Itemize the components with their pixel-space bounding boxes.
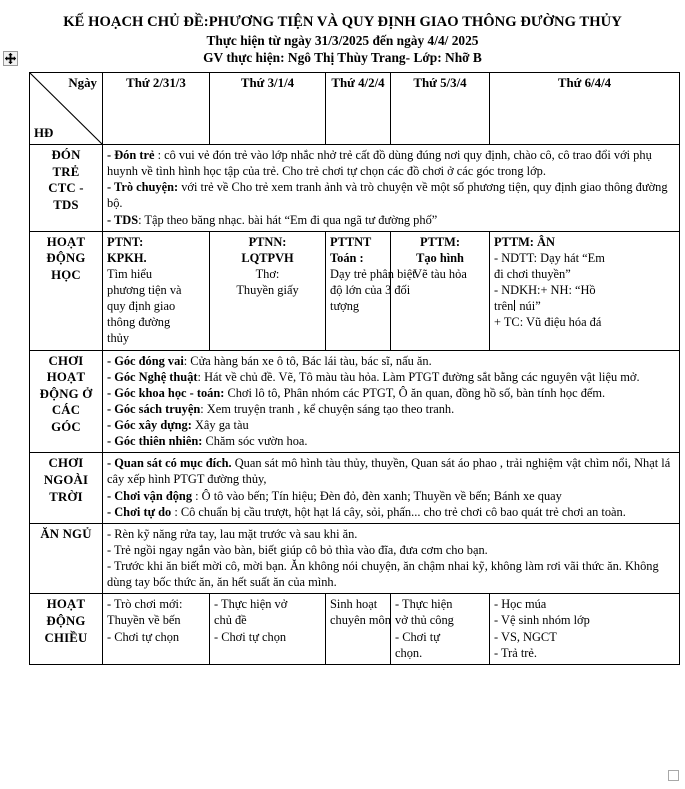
content-paragraph: - Trẻ ngồi ngay ngắn vào bàn, biết giúp cô bỏ thìa vào đĩa, đưa cơm cho bạn. xyxy=(107,542,488,557)
content-paragraph xyxy=(107,433,675,449)
table-row-choi-goc xyxy=(30,350,680,453)
paragraph-text: : Ô tô vào bến; Tín hiệu; Đèn đỏ, đèn xanh; Thuyền về bến; Bánh xe quay xyxy=(192,488,562,503)
paragraph-lead: - TDS xyxy=(107,212,139,227)
content-paragraph xyxy=(107,179,675,211)
subject-body-line: quy định giao xyxy=(107,299,176,314)
paragraph-lead: - Đón trẻ xyxy=(107,148,155,162)
teacher-class-line: GV thực hiện: Ngô Thị Thùy Trang- Lớp: Nhỡ B xyxy=(203,49,482,65)
content-paragraph: - Trước khi ăn biết mời cô, mời bạn. Ăn không nói chuyện, ăn chậm nhai kỹ, không làm rơi vãi thức ăn. Không dùng tay bốc thức ăn, ăn hết suất ăn của mình. xyxy=(107,559,659,590)
subject-body-line: - Trò chơi mới: xyxy=(107,597,183,612)
table-row-an-ngu xyxy=(30,523,680,594)
row-label-hoat-dong-hoc xyxy=(30,231,103,350)
row-label-line: CHƠI xyxy=(48,456,84,471)
table-row-don-tre xyxy=(30,145,680,232)
day-column-header-1: Thứ 2/31/3 xyxy=(103,73,210,145)
corner-label-ngay: Ngày xyxy=(68,76,97,90)
subject-body-line: - Vệ sinh nhóm lớp xyxy=(494,613,590,628)
subject-heading-line: PTTNT xyxy=(330,234,372,249)
subject-body-line: chủ đề xyxy=(214,613,247,628)
subject-body-line: - Trả trẻ. xyxy=(494,645,538,660)
afternoon-cell-wednesday[interactable] xyxy=(326,594,391,665)
content-paragraph xyxy=(107,401,675,417)
row-label-line: CHIỀU xyxy=(44,630,88,645)
paragraph-lead: - Góc thiên nhiên: xyxy=(107,434,203,449)
row-label-line: TRỜI xyxy=(49,489,83,504)
content-paragraph xyxy=(107,455,675,487)
subject-heading-line: KPKH. xyxy=(107,250,147,265)
paragraph-text: Xây ga tàu xyxy=(191,418,249,432)
row-label-line: ĂN NGỦ xyxy=(40,526,92,541)
paragraph-lead: - Góc xây dựng: xyxy=(107,418,192,432)
content-paragraph xyxy=(107,212,675,228)
table-resize-handle[interactable] xyxy=(668,770,679,781)
lesson-plan-table[interactable] xyxy=(29,72,680,665)
row-label-line: HOẠT xyxy=(46,234,86,249)
subject-heading-line: LQTPVH xyxy=(241,250,294,265)
paragraph-text: : Cửa hàng bán xe ô tô, Bác lái tàu, bác sĩ, nấu ăn. xyxy=(183,353,432,368)
subject-body-line: - Chơi tự chọn xyxy=(107,629,180,644)
subject-body-line: Tìm hiểu xyxy=(107,266,153,281)
paragraph-text: : Tập theo băng nhạc. bài hát “Em đi qua ngã tư đường phố” xyxy=(138,212,438,227)
content-paragraph: - Rèn kỹ năng rửa tay, lau mặt trước và sau khi ăn. xyxy=(107,526,358,541)
text-cursor xyxy=(514,300,515,311)
row-content-don-tre[interactable] xyxy=(103,145,680,232)
subject-body-line: đi chơi thuyền” xyxy=(494,266,571,281)
paragraph-lead: - Góc Nghệ thuật xyxy=(107,369,198,384)
subject-body-line: Thuyền giấy xyxy=(236,283,299,297)
paragraph-text: : cô vui vẻ đón trẻ vào lớp nhắc nhở trẻ cất đồ dùng đúng nơi quy định, chào cô, cô trao đổi với phụ huynh về tình hình học tập của trẻ. Cho trẻ chơi tự chọn các đồ chơi ở các góc trong lớp. xyxy=(107,148,652,179)
row-label-line: TRẺ xyxy=(52,164,80,179)
subject-cell-ptnt[interactable] xyxy=(103,231,210,350)
row-label-line: HOẠT xyxy=(46,370,86,385)
subject-body-line: thủy xyxy=(107,331,130,346)
content-paragraph xyxy=(107,417,675,433)
row-label-an-ngu xyxy=(30,523,103,594)
row-content-choi-goc[interactable] xyxy=(103,350,680,453)
paragraph-lead: - Góc sách truyện xyxy=(107,401,201,416)
subject-body-line: vở thủ công xyxy=(395,613,454,628)
subject-heading-line: PTTM: xyxy=(420,234,460,249)
table-move-handle[interactable] xyxy=(3,51,18,66)
row-label-hoat-dong-chieu xyxy=(30,594,103,665)
subject-cell-ptnn[interactable] xyxy=(210,231,326,350)
content-paragraph xyxy=(107,385,675,401)
row-label-line: ĐÓN xyxy=(51,148,81,162)
subject-body-line: - Học múa xyxy=(494,597,547,612)
subject-body-line: chuyên môn xyxy=(330,613,391,628)
day-column-header-4: Thứ 5/3/4 xyxy=(391,73,490,145)
row-label-line: ĐỘNG Ở xyxy=(39,386,93,401)
row-label-line: ĐỘNG xyxy=(46,251,86,266)
row-label-line: CÁC xyxy=(51,403,81,418)
afternoon-cell-tuesday[interactable] xyxy=(210,594,326,665)
day-column-header-5: Thứ 6/4/4 xyxy=(490,73,680,145)
subject-body-line: tượng xyxy=(330,299,360,314)
paragraph-text: Chơi lô tô, Phân nhóm các PTGT, Ô ăn quan, đồng hồ số, bàn tính học đếm. xyxy=(224,385,606,400)
subject-body-line: + TC: Vũ điệu hóa đá xyxy=(494,315,602,330)
subject-cell-am-nhac[interactable] xyxy=(490,231,680,350)
subject-body-line: - Thực hiện vở xyxy=(214,597,288,612)
subject-body-line: Thơ: xyxy=(255,266,280,281)
paragraph-text: Quan sát mô hình tàu thủy, thuyền, Quan sát áo phao , trải nghiệm vật chìm nổi, Nhạt lá cây xếp hình PTGT đường thủy, xyxy=(107,456,671,487)
afternoon-cell-thursday[interactable] xyxy=(391,594,490,665)
subject-body-line: chọn. xyxy=(395,645,423,660)
subject-body-line: phương tiện và xyxy=(107,283,182,297)
row-label-line: NGOÀI xyxy=(43,472,89,487)
table-row-hoat-dong-hoc xyxy=(30,231,680,350)
content-paragraph xyxy=(107,488,675,504)
table-row-hoat-dong-chieu xyxy=(30,594,680,665)
subject-body-line: - VS, NGCT xyxy=(494,629,557,644)
subject-body-line: - Thực hiện xyxy=(395,597,453,612)
row-label-line: HỌC xyxy=(51,267,81,282)
move-cross-icon xyxy=(4,52,17,65)
row-label-line: CHƠI xyxy=(48,353,84,368)
subject-body-line: - Chơi tự chọn xyxy=(214,629,287,644)
subject-body-line: - NDTT: Dạy hát “Em xyxy=(494,250,605,265)
paragraph-text: : Hát về chủ đề. Vẽ, Tô màu tàu hỏa. Làm PTGT đường sắt bằng các nguyên vật liệu mở. xyxy=(197,369,640,384)
afternoon-cell-monday[interactable] xyxy=(103,594,210,665)
row-label-choi-ngoai-troi xyxy=(30,453,103,524)
paragraph-text: : Cô chuẩn bị cầu trượt, hột hạt lá cây, sỏi, phấn... cho trẻ chơi cô bao quát trẻ chơi an toàn. xyxy=(171,504,626,519)
row-content-an-ngu[interactable] xyxy=(103,523,680,594)
subject-body-line: độ lớn của 3 đối xyxy=(330,283,411,297)
row-label-don-tre xyxy=(30,145,103,232)
corner-label-hd: HĐ xyxy=(34,126,54,141)
subject-body-line: Sinh hoạt xyxy=(330,597,378,612)
subject-body-line: Dạy trẻ phân biệt xyxy=(330,266,416,281)
subject-heading-line: PTNT: xyxy=(107,234,144,249)
row-label-line: GÓC xyxy=(51,420,81,434)
paragraph-lead: - Quan sát có mục đích. xyxy=(107,456,232,471)
paragraph-lead: - Chơi tự do xyxy=(107,504,172,519)
row-content-choi-ngoai-troi[interactable] xyxy=(103,453,680,524)
subject-heading-line: PTNN: xyxy=(248,234,287,249)
subject-heading-line: PTTM: ÂN xyxy=(494,234,555,249)
subject-heading-line: Toán : xyxy=(330,250,364,265)
row-label-line: ĐỘNG xyxy=(46,613,86,628)
paragraph-lead: - Góc khoa học - toán: xyxy=(107,385,225,400)
subject-body-line: Thuyền về bến xyxy=(107,613,181,628)
row-label-choi-goc xyxy=(30,350,103,453)
document-heading xyxy=(0,0,685,66)
paragraph-text: : Xem truyện tranh , kể chuyện sáng tạo theo tranh. xyxy=(200,401,455,416)
subject-body-line: thông đường xyxy=(107,315,171,330)
content-paragraph xyxy=(107,369,675,385)
table-row-choi-ngoai-troi xyxy=(30,453,680,524)
day-column-header-3: Thứ 4/2/4 xyxy=(326,73,391,145)
day-column-header-2: Thứ 3/1/4 xyxy=(210,73,326,145)
table-header-row xyxy=(30,73,680,145)
paragraph-text: Chăm sóc vườn hoa. xyxy=(202,434,308,449)
subject-body-line: Vẽ tàu hỏa xyxy=(413,266,467,281)
page-title: KẾ HOẠCH CHỦ ĐỀ:PHƯƠNG TIỆN VÀ QUY ĐỊNH GIAO THÔNG ĐƯỜNG THỦY xyxy=(63,14,622,30)
lesson-plan-table-wrapper xyxy=(29,72,679,665)
corner-cell-ngay-hd xyxy=(30,73,103,145)
subject-cell-toan[interactable] xyxy=(326,231,416,350)
paragraph-lead: - Trò chuyện: xyxy=(107,180,179,195)
subject-body-line: trên núi” xyxy=(494,299,541,314)
content-paragraph xyxy=(107,147,675,179)
paragraph-lead: - Góc đóng vai xyxy=(107,353,184,368)
subject-body-line-with-caret xyxy=(494,298,675,314)
paragraph-lead: - Chơi vận động xyxy=(107,488,193,503)
row-label-line: CTC - xyxy=(48,181,84,196)
content-paragraph xyxy=(107,504,675,520)
subject-heading-line: Tạo hình xyxy=(416,250,464,265)
row-label-line: TDS xyxy=(53,197,79,212)
afternoon-cell-friday[interactable] xyxy=(490,594,680,665)
content-paragraph xyxy=(107,353,675,369)
row-label-line: HOẠT xyxy=(46,597,86,612)
subject-body-line: - Chơi tự xyxy=(395,629,440,644)
paragraph-text: với trẻ về Cho trẻ xem tranh ảnh và trò chuyện về một số phương tiện, quy định giao thông đường bộ. xyxy=(107,180,668,211)
subject-body-line: - NDKH:+ NH: “Hồ xyxy=(494,283,596,297)
date-range-line: Thực hiện từ ngày 31/3/2025 đến ngày 4/4/ 2025 xyxy=(206,32,479,48)
